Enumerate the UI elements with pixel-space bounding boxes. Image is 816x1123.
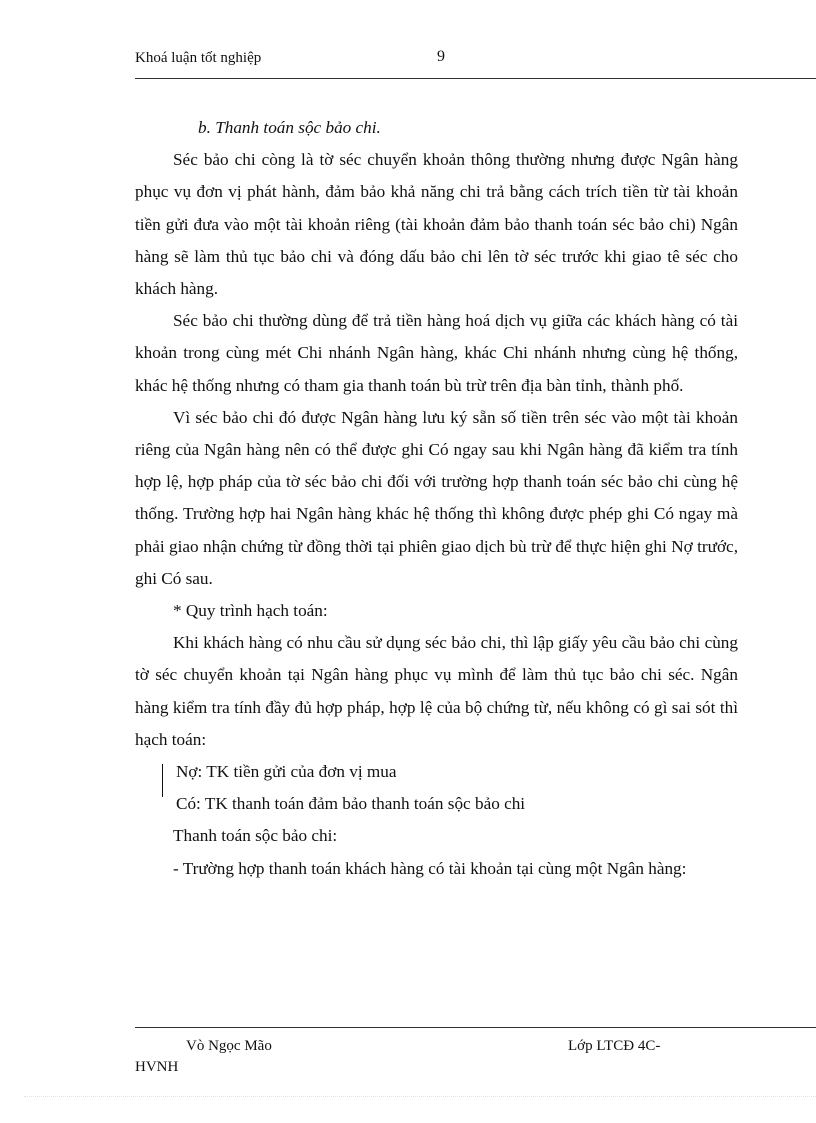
text-cursor-mark: [162, 764, 163, 797]
page-bottom-divider: [24, 1096, 816, 1097]
section-heading: b. Thanh toán sộc bảo chi.: [198, 118, 381, 137]
document-body: [135, 112, 738, 885]
page-header: [135, 48, 816, 79]
credit-entry: Có: TK thanh toán đảm bảo thanh toán sộc bảo chi: [176, 794, 526, 814]
footer-class: Lớp LTCĐ 4C-: [568, 1038, 661, 1054]
paragraph: Vì séc bảo chi đó được Ngân hàng lưu ký sẵn số tiền trên séc vào một tài khoản riêng của Ngân hàng nên có thể được ghi Có ngay sau khi Ngân hàng đã kiểm tra tính hợp lệ, hợp pháp của tờ séc bảo chi đối với trường hợp thanh toán séc bảo chi cùng hệ thống. Trường hợp hai Ngân hàng khác hệ thống thì không được phép ghi Có ngay mà phải giao nhận chứng từ đồng thời tại phiên giao dịch bù trừ để thực hiện ghi Nợ trước, ghi Có sau.: [135, 407, 738, 588]
procedure-label: * Quy trình hạch toán:: [173, 601, 328, 621]
footer-class-continued: HVNH: [135, 1059, 179, 1075]
page-footer: [135, 1027, 816, 1075]
header-title: Khoá luận tốt nghiệp: [135, 50, 262, 66]
footer-author: Vò Ngọc Mão: [186, 1038, 272, 1054]
paragraph: Séc bảo chi còng là tờ séc chuyển khoản thông thường nhưng được Ngân hàng phục vụ đơn vị phát hành, đảm bảo khả năng chi trả bằng cách trích tiền từ tài khoản tiền gửi đưa vào một tài khoản riêng (tài khoản đảm bảo thanh toán séc bảo chi) Ngân hàng sẽ làm thủ tục bảo chi và đóng dấu bảo chi lên tờ séc trước khi giao tê séc cho khách hàng.: [135, 150, 738, 299]
paragraph: Khi khách hàng có nhu cầu sử dụng séc bảo chi, thì lập giấy yêu cầu bảo chi cùng tờ séc chuyển khoản tại Ngân hàng phục vụ mình để làm thủ tục bảo chi séc. Ngân hàng kiểm tra tính đầy đủ hợp pháp, hợp lệ của bộ chứng từ, nếu không có gì sai sót thì hạch toán:: [135, 633, 738, 749]
paragraph: Séc bảo chi thường dùng để trả tiền hàng hoá dịch vụ giữa các khách hàng có tài khoản trong cùng mét Chi nhánh Ngân hàng, khác Chi nhánh nhưng cùng hệ thống, khác hệ thống nhưng có tham gia thanh toán bù trừ trên địa bàn tỉnh, thành phố.: [135, 311, 738, 395]
debit-entry: Nợ: TK tiền gửi của đơn vị mua: [176, 762, 397, 782]
accounting-entries: [135, 756, 738, 820]
paragraph: - Trường hợp thanh toán khách hàng có tài khoản tại cùng một Ngân hàng:: [173, 858, 687, 878]
paragraph: Thanh toán sộc bảo chi:: [173, 826, 338, 846]
page-number: 9: [437, 48, 445, 65]
